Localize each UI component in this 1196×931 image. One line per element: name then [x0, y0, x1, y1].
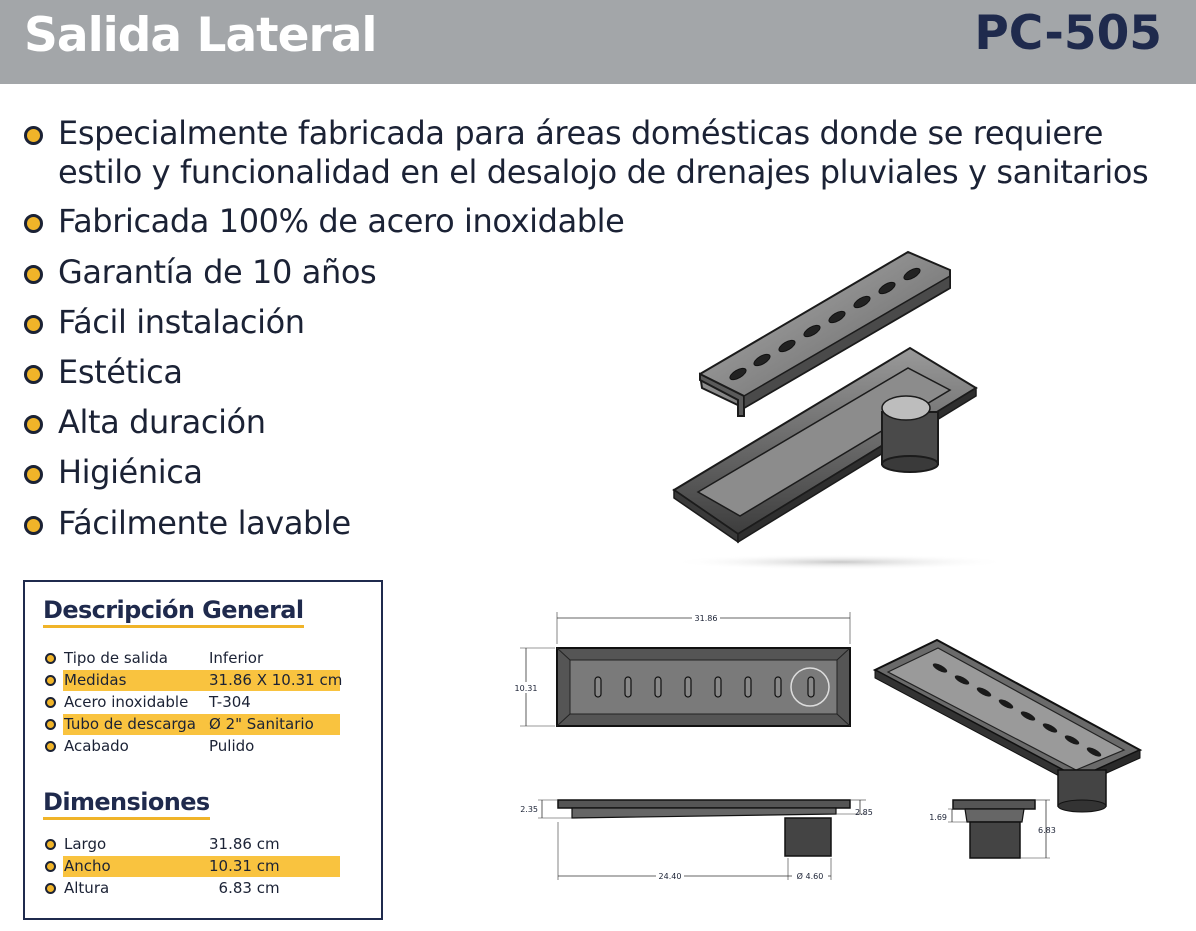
bullet-icon	[45, 719, 56, 730]
perspective-drawing	[875, 640, 1140, 812]
bullet-icon	[24, 265, 43, 284]
product-code: PC-505	[974, 6, 1162, 61]
bullet-icon	[45, 653, 56, 664]
bullet-icon	[24, 214, 43, 233]
bullet-icon	[24, 465, 43, 484]
technical-drawing	[510, 600, 1150, 890]
top-view-drawing	[512, 612, 850, 726]
dim-end-lip: 1.69	[929, 813, 947, 822]
dim-pipe-diameter: Ø 4.60	[796, 872, 824, 881]
bullet-icon	[45, 675, 56, 686]
dim-side-lip: 2.35	[520, 805, 538, 814]
bullet-icon	[45, 741, 56, 752]
bullet-icon	[24, 415, 43, 434]
bullet-icon	[24, 516, 43, 535]
drop-shadow	[670, 554, 1000, 570]
end-view-drawing	[929, 800, 1056, 858]
bullet-icon	[45, 697, 56, 708]
dim-side-length: 24.40	[658, 872, 682, 881]
dimensions-title: Dimensiones	[43, 788, 210, 820]
description-title: Descripción General	[43, 596, 304, 628]
dim-end-height: 6.83	[1038, 826, 1056, 835]
page-title: Salida Lateral	[24, 8, 377, 63]
side-view-drawing	[520, 800, 873, 881]
bullet-icon	[24, 365, 43, 384]
product-illustration	[640, 240, 1000, 580]
spec-box: Descripción General Tipo de salida Inferior Medidas 31.86 X 10.31 cm Acero inoxidable T-304 Tubo de descarga Ø 2" Sanitario Acabado Pulido Dimensiones Largo 31.86 cm Ancho 10.31 cm Altura 6.83 cm	[23, 580, 383, 920]
dim-top-width: 31.86	[694, 614, 718, 623]
bullet-icon	[45, 883, 56, 894]
bullet-icon	[45, 861, 56, 872]
bullet-icon	[45, 839, 56, 850]
dim-top-height: 10.31	[514, 684, 538, 693]
dim-side-height: 2.85	[855, 808, 873, 817]
bullet-icon	[24, 315, 43, 334]
bullet-icon	[24, 126, 43, 145]
header-bar	[0, 0, 1196, 84]
